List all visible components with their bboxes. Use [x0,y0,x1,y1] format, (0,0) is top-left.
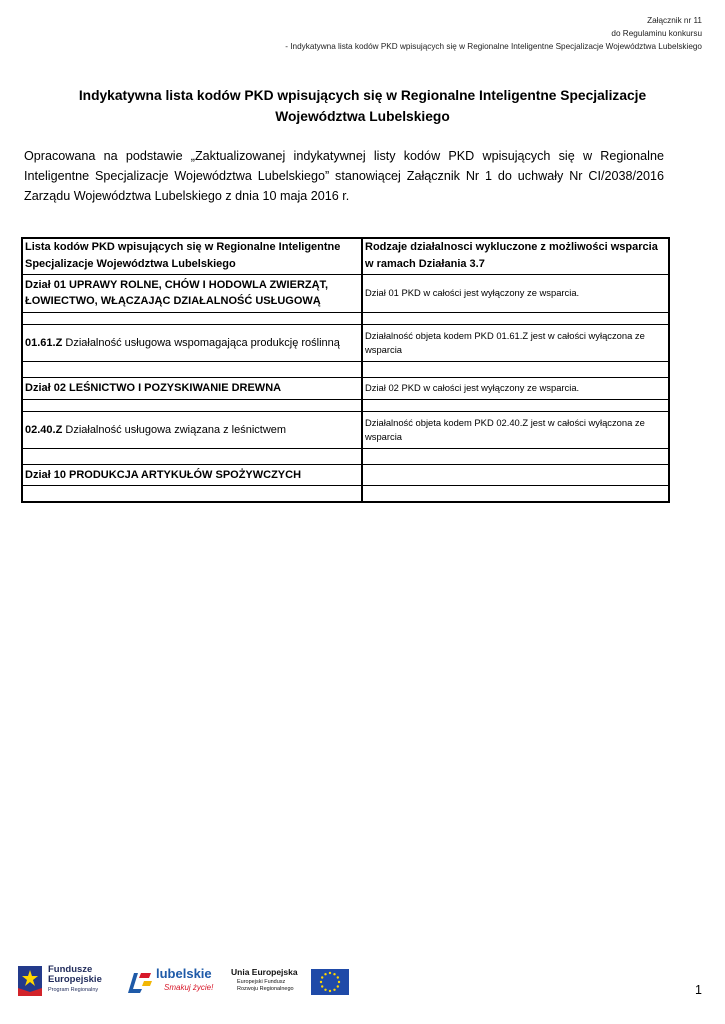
code-0240-cell [22,411,362,448]
fe-star-icon [18,966,44,998]
document-title-line1: Indykatywna lista kodów PKD wpisujących się w Regionalne Inteligentne Specjalizacje [78,88,647,103]
header-pkd-list: Lista kodów PKD wpisujących się w Regionalne Inteligentne Specjalizacje Województwa Lubelskiego [22,238,362,274]
footer-logos [18,964,358,1000]
lubelskie-logo [124,964,214,1000]
lubelskie-mark-icon [124,967,154,997]
fe-line1: Fundusze [48,964,93,975]
code-0161-desc: Działalność usługowa wspomagająca produkcję roślinną [62,336,340,349]
table-row-empty [22,399,669,411]
lubelskie-name: lubelskie [156,966,212,981]
ue-line1: Unia Europejska [231,967,298,977]
unia-europejska-logo [231,964,351,1000]
code-0240-exclusion: Działalność objeta kodem PKD 02.40.Z jest w całości wyłączona ze wsparcia [362,411,669,448]
fe-line2: Europejskie [48,974,102,985]
code-0161: 01.61.Z [25,336,63,349]
fundusze-europejskie-logo [18,964,110,1000]
table-row-empty [22,312,669,324]
table-header-row [22,238,669,274]
code-0161-cell [22,324,362,361]
section-02-exclusion: Dział 02 PKD w całości jest wyłączony ze wsparcia. [362,377,669,399]
section-01-exclusion: Dział 01 PKD w całości jest wyłączony ze wsparcia. [362,274,669,312]
header-excluded-activities: Rodzaje działalnosci wykluczone z możliwości wsparcia w ramach Działania 3.7 [362,238,669,274]
lubelskie-slogan: Smakuj życie! [164,983,214,992]
table-row-empty [22,448,669,464]
table-row [22,377,669,399]
document-title-line2: Województwa Lubelskiego [275,109,450,124]
intro-paragraph: Opracowana na podstawie „Zaktualizowanej indykatywnej listy kodów PKD wpisujących się w Regionalne Inteligentne Specjalizacje Województwa Lubelskiego” stanowiącej Załącznik Nr 1 do uchwały Nr CI/2038/2016 Zarządu Województwa Lubelskiego z dnia 10 maja 2016 r. [24,149,664,203]
table-row [22,464,669,485]
ue-line2: Europejski Fundusz [237,979,286,985]
table-row-empty [22,485,669,502]
document-title [30,85,695,127]
attachment-note-line3: - Indykatywna lista kodów PKD wpisujących się w Regionalne Inteligentne Specjalizacje Województwa Lubelskiego [285,42,702,51]
fe-line3: Program Regionalny [48,987,99,993]
attachment-note-line2: do Regulaminu konkursu [611,29,702,38]
table-row [22,324,669,361]
pkd-table [21,237,670,503]
attachment-note-line1: Załącznik nr 11 [647,16,702,25]
code-0161-exclusion: Działalność objeta kodem PKD 01.61.Z jest w całości wyłączona ze wsparcia [362,324,669,361]
code-0240: 02.40.Z [25,423,63,436]
table-row-empty [22,361,669,377]
section-02-cell: Dział 02 LEŚNICTWO I POZYSKIWANIE DREWNA [22,377,362,399]
code-0240-desc: Działalność usługowa związana z leśnictwem [62,423,287,436]
attachment-note [285,14,702,53]
table-row [22,411,669,448]
section-01-cell: Dział 01 UPRAWY ROLNE, CHÓW I HODOWLA ZWIERZĄT, ŁOWIECTWO, WŁĄCZAJĄC DZIAŁALNOŚĆ USŁUGOWĄ [22,274,362,312]
page-number: 1 [695,983,702,997]
eu-flag-icon [311,969,349,995]
table-row [22,274,669,312]
ue-line3: Rozwoju Regionalnego [237,986,294,992]
section-10-cell: Dział 10 PRODUKCJA ARTYKUŁÓW SPOŻYWCZYCH [22,464,362,485]
section-10-exclusion [362,464,669,485]
